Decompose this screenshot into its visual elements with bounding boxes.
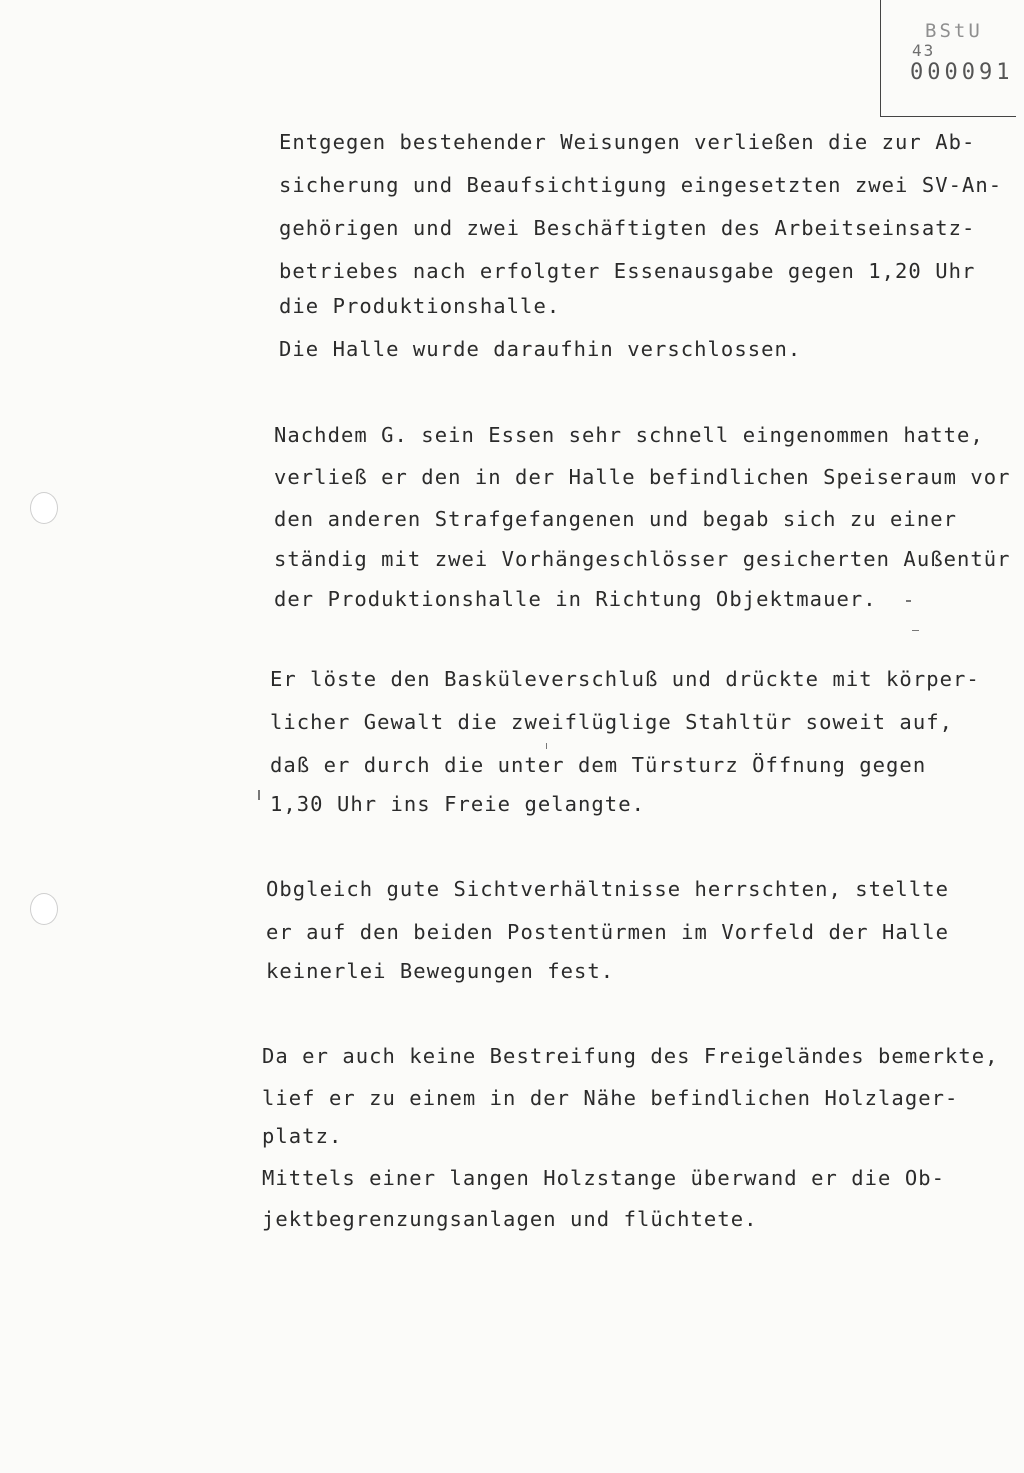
text-line: Er löste den Basküleverschluß und drückte mit körper-	[270, 667, 980, 691]
text-line: ständig mit zwei Vorhängeschlösser gesicherten Außentür	[274, 547, 1011, 571]
punch-hole-lower	[30, 893, 58, 925]
text-line: lief er zu einem in der Nähe befindlichen Holzlager-	[262, 1086, 959, 1110]
text-line: daß er durch die unter dem Türsturz Öffnung gegen	[270, 753, 927, 777]
text-line: 1,30 Uhr ins Freie gelangte.	[270, 792, 645, 816]
text-line: die Produktionshalle.	[279, 294, 561, 318]
text-line: Da er auch keine Bestreifung des Freigeländes bemerkte,	[262, 1044, 999, 1068]
text-line: Mittels einer langen Holzstange überwand er die Ob-	[262, 1166, 945, 1190]
text-line: Die Halle wurde daraufhin verschlossen.	[279, 337, 802, 361]
archive-stamp-agency: BStU	[925, 20, 983, 42]
text-line: jektbegrenzungsanlagen und flüchtete.	[262, 1207, 758, 1231]
text-line: platz.	[262, 1124, 343, 1148]
archive-stamp-folio: 43	[912, 41, 936, 60]
text-line: der Produktionshalle in Richtung Objektmauer.	[274, 587, 877, 611]
ink-mark	[258, 790, 260, 800]
ink-mark	[546, 743, 547, 749]
text-line: licher Gewalt die zweiflüglige Stahltür soweit auf,	[270, 710, 953, 734]
text-line: Nachdem G. sein Essen sehr schnell eingenommen hatte,	[274, 423, 984, 447]
text-line: Entgegen bestehender Weisungen verließen die zur Ab-	[279, 130, 976, 154]
ink-mark	[906, 600, 911, 602]
text-line: betriebes nach erfolgter Essenausgabe gegen 1,20 Uhr	[279, 259, 976, 283]
text-line: den anderen Strafgefangenen und begab sich zu einer	[274, 507, 957, 531]
text-line: er auf den beiden Postentürmen im Vorfeld der Halle	[266, 920, 949, 944]
archive-page-number: 000091	[910, 60, 1014, 85]
punch-hole-upper	[30, 492, 58, 524]
text-line: keinerlei Bewegungen fest.	[266, 959, 615, 983]
text-line: gehörigen und zwei Beschäftigten des Arbeitseinsatz-	[279, 216, 976, 240]
archive-stamp-box	[880, 0, 1016, 117]
text-line: verließ er den in der Halle befindlichen Speiseraum vor	[274, 465, 1011, 489]
text-line: sicherung und Beaufsichtigung eingesetzten zwei SV-An-	[279, 173, 1003, 197]
ink-mark	[912, 630, 919, 631]
text-line: Obgleich gute Sichtverhältnisse herrschten, stellte	[266, 877, 949, 901]
